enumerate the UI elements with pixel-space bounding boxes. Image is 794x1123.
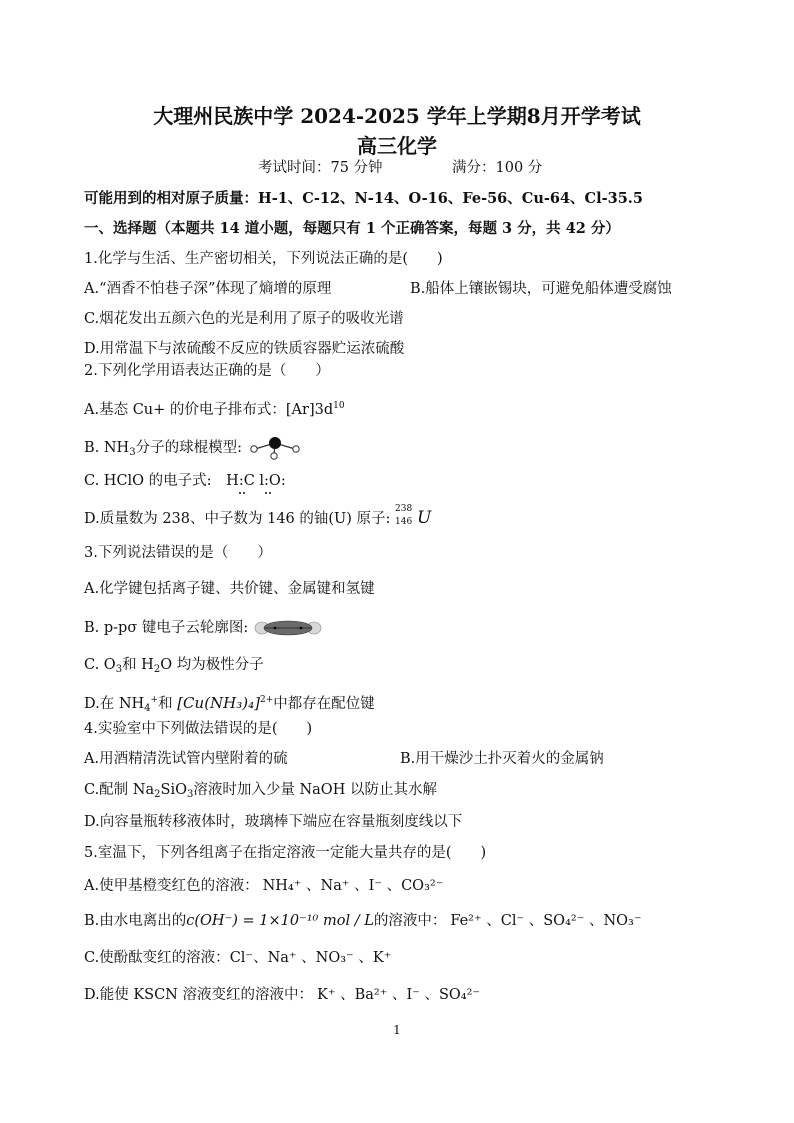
q3-d-text-post: 中都存在配位键	[273, 696, 375, 712]
q2-option-c	[84, 471, 286, 491]
q3-c-sub1: 3	[115, 664, 123, 675]
q5-b-ions: Fe²⁺ 、Cl⁻ 、SO₄²⁻ 、NO₃⁻	[450, 913, 642, 929]
q2-a-text: A.基态 Cu+ 的价电子排布式：[Ar]3d	[84, 402, 334, 418]
uranium-nuclide-numbers	[395, 504, 417, 527]
q3-c-text-post: O 均为极性分子	[160, 657, 264, 673]
q1-option-a: A.“酒香不怕巷子深”体现了熵增的原理	[84, 281, 332, 297]
q3-c-text-mid: 和 H	[122, 657, 154, 673]
exam-subject: 高三化学	[357, 134, 437, 158]
lone-pair-dots-icon	[236, 490, 280, 496]
q3-d-sup: +	[150, 695, 159, 705]
section-heading: 一、选择题（本题共 14 道小题，每题只有 1 个正确答案，每题 3 分，共 42 分）	[84, 220, 620, 237]
q5-option-a	[84, 876, 443, 896]
q1-option-d: D.用常温下与浓硫酸不反应的铁质容器贮运浓硫酸	[84, 341, 405, 357]
q3-c-sub2: 2	[153, 664, 161, 675]
mass-number: 238	[395, 504, 413, 514]
q3-d-sub: 4	[144, 703, 151, 714]
q4-option-b: B.用干燥沙土扑灭着火的金属钠	[400, 751, 604, 767]
q5-c-text: C.使酚酞变红的溶液：	[84, 950, 230, 966]
q4-option-c	[84, 780, 437, 805]
q5-option-c	[84, 948, 391, 968]
q3-b-text: B. p-pσ 键电子云轮廓图:	[84, 620, 249, 636]
q2-option-a	[84, 396, 345, 420]
q5-option-b	[84, 911, 642, 931]
q1-option-b: B.船体上镶嵌锡块，可避免船体遭受腐蚀	[410, 281, 672, 297]
q4-c-sub1: 2	[154, 789, 161, 800]
q1-stem: 1.化学与生活、生产密切相关，下列说法正确的是( )	[84, 251, 443, 267]
q2-d-text: D.质量数为 238、中子数为 146 的铀(U) 原子:	[84, 511, 391, 527]
q5-b-text: B.由水电离出的	[84, 913, 187, 929]
q3-stem: 3.下列说法错误的是（ ）	[84, 545, 272, 561]
q5-d-text: D.能使 KSCN 溶液变红的溶液中：	[84, 987, 313, 1003]
atomic-number: 146	[395, 517, 413, 527]
q3-d-text-mid: 和	[158, 696, 173, 712]
hclo-electron-formula	[226, 471, 286, 491]
exam-time: 考试时间：75 分钟	[258, 160, 383, 176]
q4-c-text-post: 溶液时加入少量 NaOH 以防止其水解	[193, 782, 437, 798]
q2-c-text: C. HClO 的电子式:	[84, 473, 212, 489]
q4-c-sub2: 3	[186, 789, 194, 800]
q4-option-d: D.向容量瓶转移液体时，玻璃棒下端应在容量瓶刻度线以下	[84, 814, 463, 830]
uranium-symbol: U	[417, 508, 432, 528]
q5-b-text-mid: 的溶液中：	[373, 913, 447, 929]
q5-a-ions: NH₄⁺ 、Na⁺ 、I⁻ 、CO₃²⁻	[262, 878, 444, 894]
q2-a-sup: 10	[333, 401, 345, 411]
q4-c-text-mid: SiO	[160, 782, 187, 798]
q3-option-a: A.化学键包括离子键、共价键、金属键和氢键	[84, 581, 375, 597]
q1-option-c: C.烟花发出五颜六色的光是利用了原子的吸收光谱	[84, 311, 404, 327]
hclo-formula-text: H:C l:O:	[226, 473, 286, 489]
q5-d-ions: K⁺ 、Ba²⁺ 、I⁻ 、SO₄²⁻	[316, 987, 481, 1003]
q2-option-b	[84, 435, 303, 463]
page-number: 1	[393, 1023, 401, 1037]
q2-b-text-post: 分子的球棍模型:	[135, 440, 242, 456]
q3-option-b	[84, 618, 323, 638]
q5-option-d	[84, 985, 480, 1005]
q5-stem: 5.室温下，下列各组离子在指定溶液一定能大量共存的是( )	[84, 845, 487, 861]
q5-c-ions: Cl⁻、Na⁺ 、NO₃⁻ 、K⁺	[229, 950, 392, 966]
q5-a-text: A.使甲基橙变红色的溶液：	[84, 878, 259, 894]
q3-option-c	[84, 655, 264, 680]
q3-d-text: D.在 NH	[84, 696, 145, 712]
p-p-sigma-orbital-icon	[253, 618, 323, 638]
q2-stem: 2.下列化学用语表达正确的是（ ）	[84, 363, 330, 379]
q2-b-text: B. NH	[84, 440, 130, 456]
full-score: 满分：100 分	[452, 160, 543, 176]
complex-charge: 2+	[259, 695, 274, 705]
nh3-ball-stick-model-icon	[247, 435, 303, 461]
q2-b-sub: 3	[129, 447, 136, 458]
q2-option-d	[84, 504, 432, 529]
q4-c-text: C.配制 Na	[84, 782, 155, 798]
exam-title: 大理州民族中学 2024-2025 学年上学期8月开学考试	[153, 104, 641, 128]
atomic-masses: 可能用到的相对原子质量：H-1、C-12、N-14、O-16、Fe-56、Cu-64、Cl-35.5	[84, 190, 643, 207]
q4-stem: 4.实验室中下列做法错误的是( )	[84, 721, 313, 737]
q3-option-d	[84, 690, 375, 719]
q3-c-text: C. O	[84, 657, 116, 673]
q5-b-concentration: c(OH⁻) = 1×10⁻¹⁰ mol / L	[186, 913, 374, 929]
q4-option-a: A.用酒精清洗试管内壁附着的硫	[84, 751, 288, 767]
copper-ammine-complex: [Cu(NH₃)₄]	[177, 694, 260, 712]
